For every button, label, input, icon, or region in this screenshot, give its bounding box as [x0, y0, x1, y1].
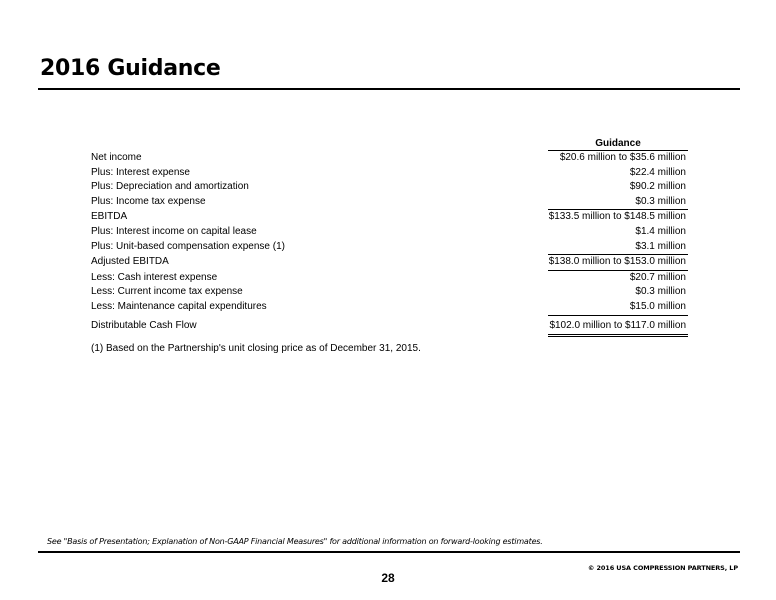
table-row [91, 195, 688, 210]
guidance-table [91, 136, 688, 337]
table-row-total [91, 318, 688, 336]
table-row [91, 151, 688, 166]
table-row [91, 166, 688, 181]
row-label: Less: Current income tax expense [91, 286, 243, 298]
row-label: Adjusted EBITDA [91, 256, 169, 268]
row-value: $22.4 million [629, 166, 686, 178]
row-label: EBITDA [91, 211, 128, 223]
table-header-row [91, 136, 688, 151]
copyright: © 2016 USA COMPRESSION PARTNERS, LP [587, 564, 738, 572]
row-label: Less: Cash interest expense [91, 271, 218, 283]
row-label: Plus: Unit-based compensation expense (1) [91, 240, 285, 252]
row-label: Plus: Depreciation and amortization [91, 181, 249, 193]
disclaimer: See "Basis of Presentation; Explanation of Non-GAAP Financial Measures" for additional information on forward-looking estimates. [47, 537, 543, 546]
row-label: Less: Maintenance capital expenditures [91, 301, 267, 313]
row-label: Plus: Interest income on capital lease [91, 226, 257, 238]
footer-divider [38, 551, 740, 553]
row-value: $3.1 million [635, 240, 686, 252]
row-label: Plus: Interest expense [91, 166, 190, 178]
row-value: $20.7 million [548, 270, 688, 285]
table-row [91, 240, 688, 255]
row-value: $90.2 million [629, 181, 686, 193]
row-value: $0.3 million [635, 195, 686, 207]
row-label: Net income [91, 151, 142, 163]
title-divider [38, 88, 740, 90]
table-row [91, 300, 688, 315]
row-value: $138.0 million to $153.0 million [548, 255, 688, 271]
row-value: $20.6 million to $35.6 million [559, 152, 686, 164]
row-value: $0.3 million [635, 286, 686, 298]
table-row-subtotal [91, 210, 688, 225]
row-label: Plus: Income tax expense [91, 196, 206, 208]
row-label: Distributable Cash Flow [91, 320, 197, 332]
row-value: $1.4 million [635, 226, 686, 238]
table-row [91, 285, 688, 300]
table-row [91, 225, 688, 240]
table-row [91, 270, 688, 285]
page-title: 2016 Guidance [40, 56, 221, 81]
row-value: $15.0 million [629, 301, 686, 313]
table-row [91, 180, 688, 195]
row-value: $102.0 million to $117.0 million [548, 318, 688, 336]
footnote: (1) Based on the Partnership's unit closing price as of December 31, 2015. [91, 343, 421, 354]
table-row-subtotal [91, 255, 688, 271]
row-value: $133.5 million to $148.5 million [548, 210, 688, 225]
page-number: 28 [381, 571, 395, 585]
column-header-guidance: Guidance [548, 136, 688, 151]
